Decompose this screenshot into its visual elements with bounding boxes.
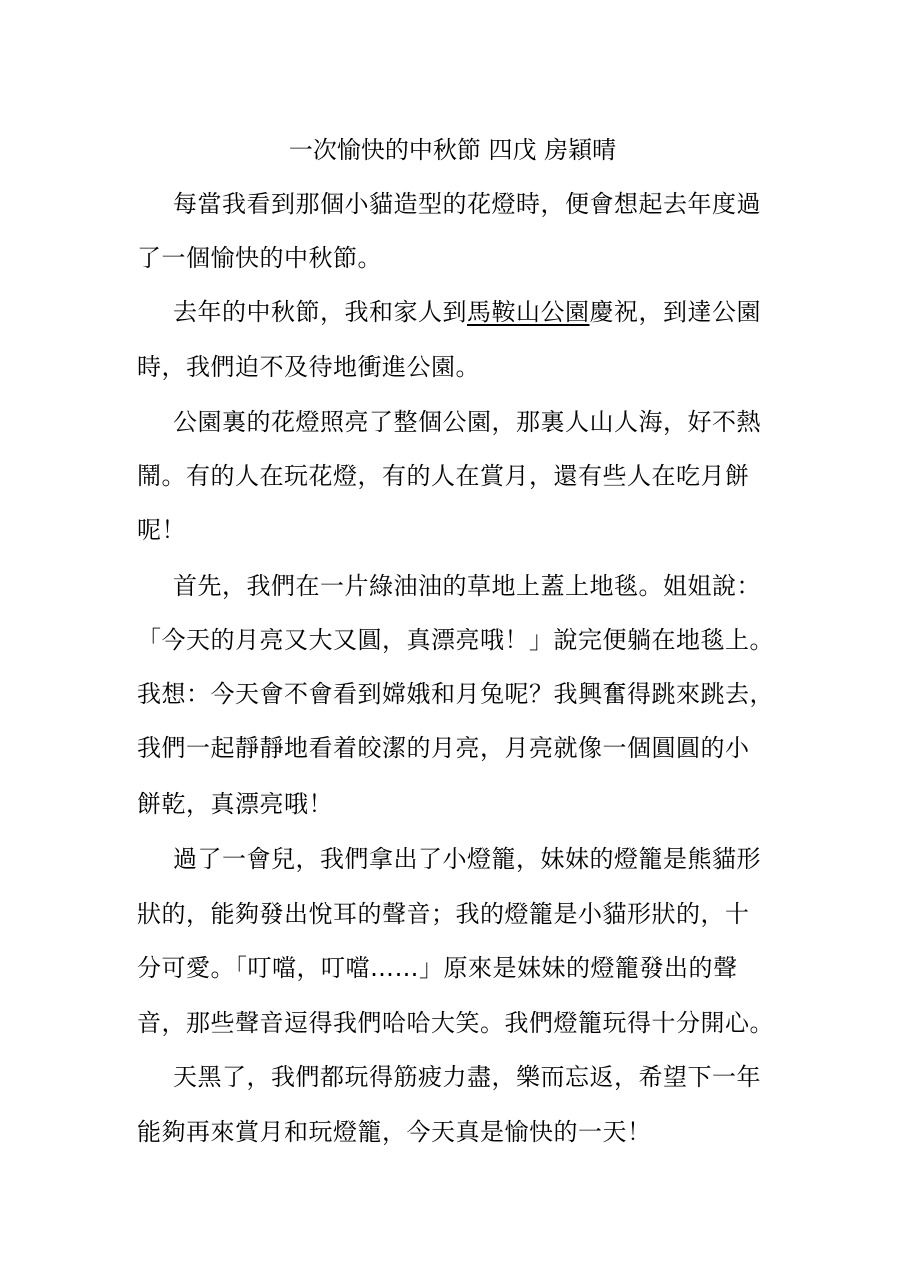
paragraph-4-line-4: 我們一起靜靜地看着皎潔的月亮，月亮就像一個圓圓的小 — [137, 734, 750, 762]
place-name-underlined: 馬鞍山公園 — [467, 298, 590, 326]
paragraph-3-line-1: 公園裏的花燈照亮了整個公園，那裏人山人海，好不熱 — [173, 408, 761, 436]
paragraph-5-line-4: 音，那些聲音逗得我們哈哈大笑。我們燈籠玩得十分開心。 — [137, 1009, 774, 1037]
paragraph-2-line-2: 時，我們迫不及待地衝進公園。 — [137, 353, 480, 381]
paragraph-5-line-1: 過了一會兒，我們拿出了小燈籠，妹妹的燈籠是熊貓形 — [173, 845, 761, 873]
paragraph-1-line-1: 每當我看到那個小貓造型的花燈時，便會想起去年度過 — [173, 190, 761, 218]
paragraph-5-line-3: 分可愛。「叮噹，叮噹……」原來是妹妹的燈籠發出的聲 — [137, 954, 738, 982]
paragraph-6-line-2: 能夠再來賞月和玩燈籠，今天真是愉快的一天！ — [137, 1118, 652, 1146]
paragraph-4-line-1: 首先，我們在一片綠油油的草地上蓋上地毯。姐姐說： — [173, 572, 761, 600]
paragraph-2-line-1-end: 慶祝，到達公園 — [589, 298, 761, 326]
paragraph-2-line-1 — [173, 294, 761, 330]
paragraph-3-line-3: 呢！ — [137, 516, 186, 544]
paragraph-3-line-2: 鬧。有的人在玩花燈，有的人在賞月，還有些人在吃月餅 — [137, 462, 750, 490]
paragraph-2-line-1-start: 去年的中秋節，我和家人到 — [173, 298, 467, 326]
paragraph-6-line-1: 天黑了，我們都玩得筋疲力盡，樂而忘返，希望下一年 — [173, 1063, 761, 1091]
paragraph-1-line-2: 了一個愉快的中秋節。 — [137, 244, 382, 272]
paragraph-4-line-2: 「今天的月亮又大又圓，真漂亮哦！」說完便躺在地毯上。 — [137, 626, 774, 654]
essay-title: 一次愉快的中秋節 四戊 房穎晴 — [288, 136, 617, 164]
paragraph-4-line-5: 餅乾，真漂亮哦！ — [137, 790, 333, 818]
paragraph-4-line-3: 我想：今天會不會看到嫦娥和月兔呢？我興奮得跳來跳去， — [137, 680, 774, 708]
paragraph-5-line-2: 狀的，能夠發出悅耳的聲音；我的燈籠是小貓形狀的，十 — [137, 900, 750, 928]
